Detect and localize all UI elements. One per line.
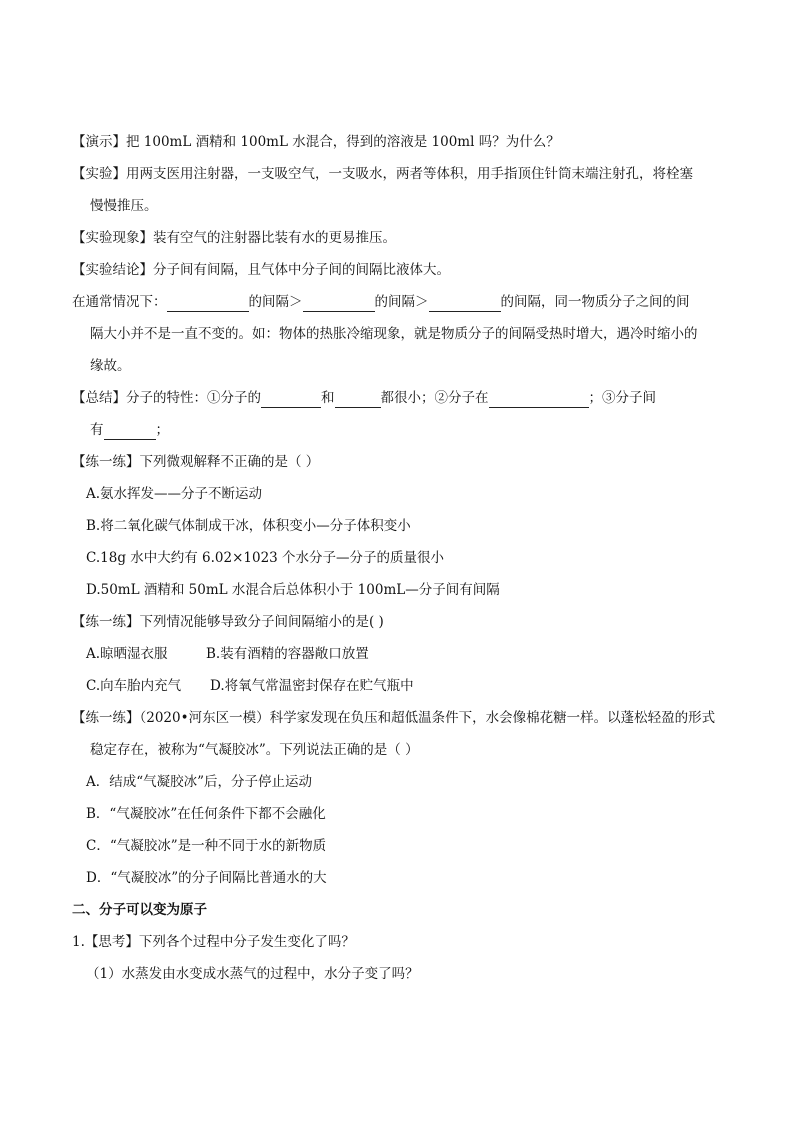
summary-part-3: 都很小；②分子在	[380, 390, 489, 406]
summary-part-2: 和	[321, 390, 335, 406]
normal-prefix: 在通常情况下：	[72, 294, 167, 310]
practice3-question-line-2: 稳定存在，被称为“气凝胶冰”。下列说法正确的是（ ）	[90, 742, 419, 758]
practice1-question: 【练一练】下列微观解释不正确的是（ ）	[72, 454, 320, 470]
think-question: 1.【思考】下列各个过程中分子发生变化了吗？	[72, 934, 355, 950]
practice3-option-d[interactable]: D．“气凝胶冰”的分子间隔比普通水的大	[86, 870, 327, 886]
phenomenon-line: 【实验现象】装有空气的注射器比装有水的更易推压。	[72, 230, 396, 246]
practice3-option-a[interactable]: A．结成“气凝胶冰”后，分子停止运动	[86, 774, 313, 790]
practice2-option-b[interactable]: B.装有酒精的容器敞口放置	[206, 646, 369, 662]
demo-line: 【演示】把 100mL 酒精和 100mL 水混合，得到的溶液是 100ml 吗？为什么？	[72, 134, 560, 150]
normal-conditions-line-2: 隔大小并不是一直不变的。如：物体的热胀冷缩现象，就是物质分子的间隔受热时增大，遇冷时缩小的	[90, 326, 698, 342]
practice3-question-line-1: 【练一练】（2020•河东区一模）科学家发现在负压和超低温条件下，水会像棉花糖一样。以蓬松轻盈的形式	[72, 710, 716, 726]
practice2-option-a[interactable]: A.晾晒湿衣服	[86, 646, 168, 662]
summary-line-2	[90, 420, 169, 440]
fill-blank-2[interactable]	[303, 297, 375, 312]
summary-line-1	[72, 388, 656, 408]
practice2-option-d[interactable]: D.将氧气常温密封保存在贮气瓶中	[210, 678, 414, 694]
summary-blank-2[interactable]	[335, 393, 381, 408]
section2-heading: 二、分子可以变为原子	[72, 902, 207, 918]
summary-blank-4[interactable]	[104, 425, 156, 440]
practice1-option-b[interactable]: B.将二氧化碳气体制成干冰，体积变小—分子体积变小	[86, 518, 411, 534]
summary-blank-1[interactable]	[261, 393, 321, 408]
fill-blank-1[interactable]	[167, 297, 249, 312]
practice1-option-d[interactable]: D.50mL 酒精和 50mL 水混合后总体积小于 100mL—分子间有间隔	[86, 582, 500, 598]
practice1-option-c[interactable]: C.18g 水中大约有 6.02×1023 个水分子—分子的质量很小	[86, 550, 445, 566]
think-subquestion-1: （1）水蒸发由水变成水蒸气的过程中，水分子变了吗？	[86, 966, 419, 982]
summary-part-1: 【总结】分子的特性：①分子的	[72, 390, 261, 406]
practice2-option-c[interactable]: C.向车胎内充气	[86, 678, 182, 694]
summary-blank-3[interactable]	[489, 393, 589, 408]
experiment-line-2: 慢慢推压。	[90, 198, 158, 214]
normal-mid-2: 的间隔＞	[374, 294, 429, 310]
normal-mid-3: 的间隔，同一物质分子之间的间	[500, 294, 690, 310]
practice1-option-a[interactable]: A.氨水挥发——分子不断运动	[86, 486, 263, 502]
summary-part-4: ；③分子间	[588, 390, 656, 406]
normal-conditions-line-3: 缘故。	[90, 358, 131, 374]
experiment-line-1: 【实验】用两支医用注射器，一支吸空气，一支吸水，两者等体积，用手指顶住针筒末端注射孔，将栓塞	[72, 166, 693, 182]
summary-part-5: 有	[90, 422, 104, 438]
conclusion-line: 【实验结论】分子间有间隔，且气体中分子间的间隔比液体大。	[72, 262, 450, 278]
practice2-question: 【练一练】下列情况能够导致分子间间隔缩小的是( )	[72, 614, 384, 630]
practice3-option-c[interactable]: C．“气凝胶冰”是一种不同于水的新物质	[86, 838, 327, 854]
summary-part-6: ；	[155, 422, 169, 438]
normal-mid-1: 的间隔＞	[248, 294, 303, 310]
practice3-option-b[interactable]: B．“气凝胶冰”在任何条件下都不会融化	[86, 806, 326, 822]
fill-blank-3[interactable]	[429, 297, 501, 312]
normal-conditions-line-1	[72, 292, 690, 312]
